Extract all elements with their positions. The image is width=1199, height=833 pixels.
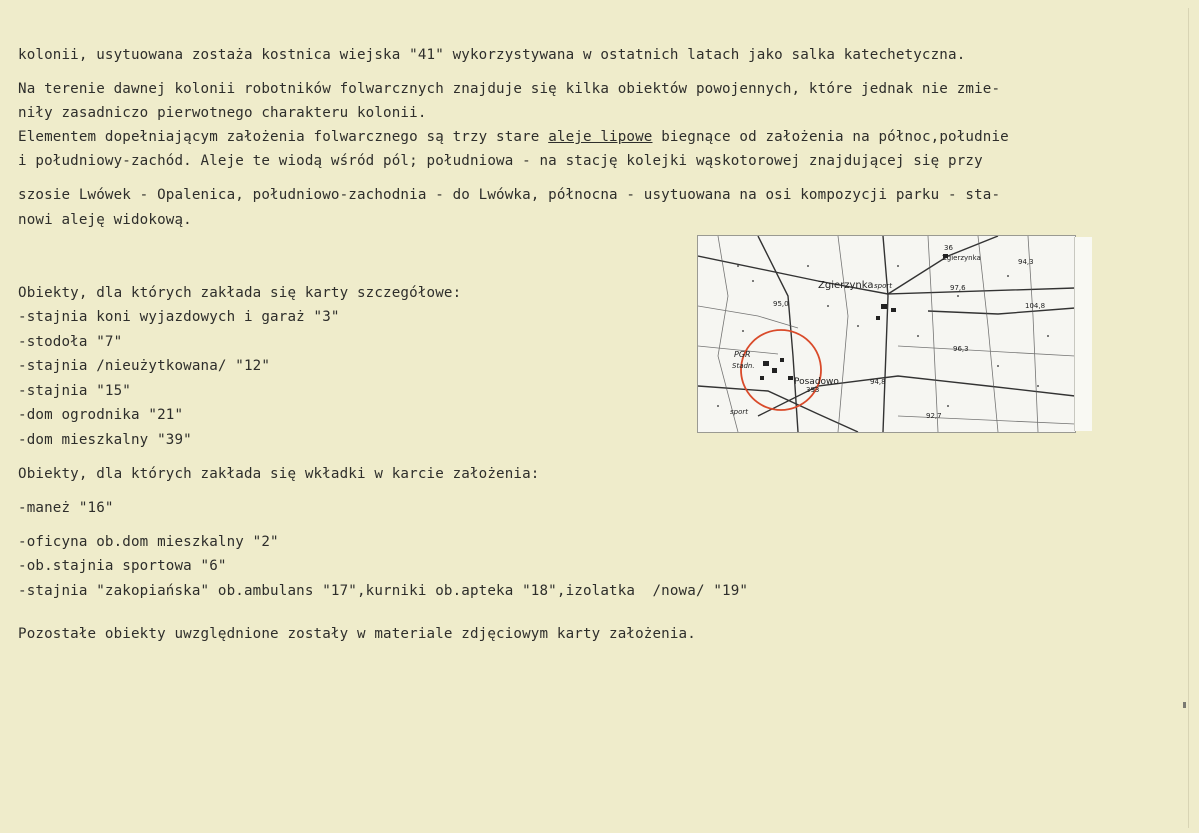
list-item: -stajnia /nieużytkowana/ "12" [18, 358, 271, 374]
map-label: 92,7 [926, 412, 942, 420]
map-label: 94,8 [870, 378, 886, 386]
map-label: Zgierzynka [818, 280, 874, 291]
map-label: 393 [806, 386, 820, 394]
text-line: szosie Lwówek - Opalenica, południowo-zachodnia - do Lwówka, północna - usytuowana na osi kompozycji parku - sta- [18, 187, 1001, 203]
list-item: -maneż "16" [18, 500, 114, 516]
map-label: 104,8 [1025, 302, 1046, 310]
list-item: -stajnia "zakopiańska" ob.ambulans "17",kurniki ob.apteka "18",izolatka /nowa/ "19" [18, 583, 749, 599]
list-heading: Obiekty, dla których zakłada się wkładki w karcie założenia: [18, 466, 540, 482]
text-line-with-underline [18, 128, 1009, 146]
map-label: 36 [944, 244, 953, 252]
list-item: -dom mieszkalny "39" [18, 432, 192, 448]
text-line: nowi aleję widokową. [18, 212, 192, 228]
map-label: PGR [734, 350, 751, 359]
underlined-text: aleje lipowe [548, 129, 653, 145]
topographic-map [698, 236, 1075, 432]
map-label: 96,3 [953, 345, 969, 353]
list-heading: Obiekty, dla których zakłada się karty szczegółowe: [18, 285, 462, 301]
list-item: -dom ogrodnika "21" [18, 407, 184, 423]
list-item: -ob.stajnia sportowa "6" [18, 558, 227, 574]
text-segment: Elementem dopełniającym założenia folwarcznego są trzy stare [18, 129, 549, 145]
map-label: 97,6 [950, 284, 966, 292]
scan-edge-mark [1188, 8, 1189, 828]
list-item: -stodoła "7" [18, 334, 123, 350]
text-segment: biegnące od założenia na północ,południe [652, 129, 1009, 145]
map-label: Zgierzynka [942, 254, 981, 262]
text-line: i południowy-zachód. Aleje te wiodą wśród pól; południowa - na stację kolejki wąskotorowej znajdującej się przy [18, 153, 983, 169]
list-item: -stajnia koni wyjazdowych i garaż "3" [18, 309, 340, 325]
map-paper-edge [1074, 237, 1092, 431]
location-circle [741, 330, 821, 410]
map-label: Stadn. [732, 362, 755, 370]
map-label: sport [874, 282, 892, 290]
map-label: Posadowo [794, 377, 839, 387]
map-label: 95,0 [773, 300, 789, 308]
map-label: 94,3 [1018, 258, 1034, 266]
text-line: niły zasadniczo pierwotnego charakteru kolonii. [18, 105, 427, 121]
map-image [697, 235, 1076, 433]
closing-text: Pozostałe obiekty uwzględnione zostały w materiale zdjęciowym karty założenia. [18, 626, 696, 642]
scan-edge-mark [1183, 702, 1186, 708]
list-item: -stajnia "15" [18, 383, 131, 399]
map-label: sport [730, 408, 748, 416]
list-item: -oficyna ob.dom mieszkalny "2" [18, 534, 279, 550]
text-line: Na terenie dawnej kolonii robotników folwarcznych znajduje się kilka obiektów powojennych, które jednak nie zmie- [18, 81, 1001, 97]
text-line: kolonii, usytuowana zostaża kostnica wiejska "41" wykorzystywana w ostatnich latach jako salka katechetyczna. [18, 47, 966, 63]
